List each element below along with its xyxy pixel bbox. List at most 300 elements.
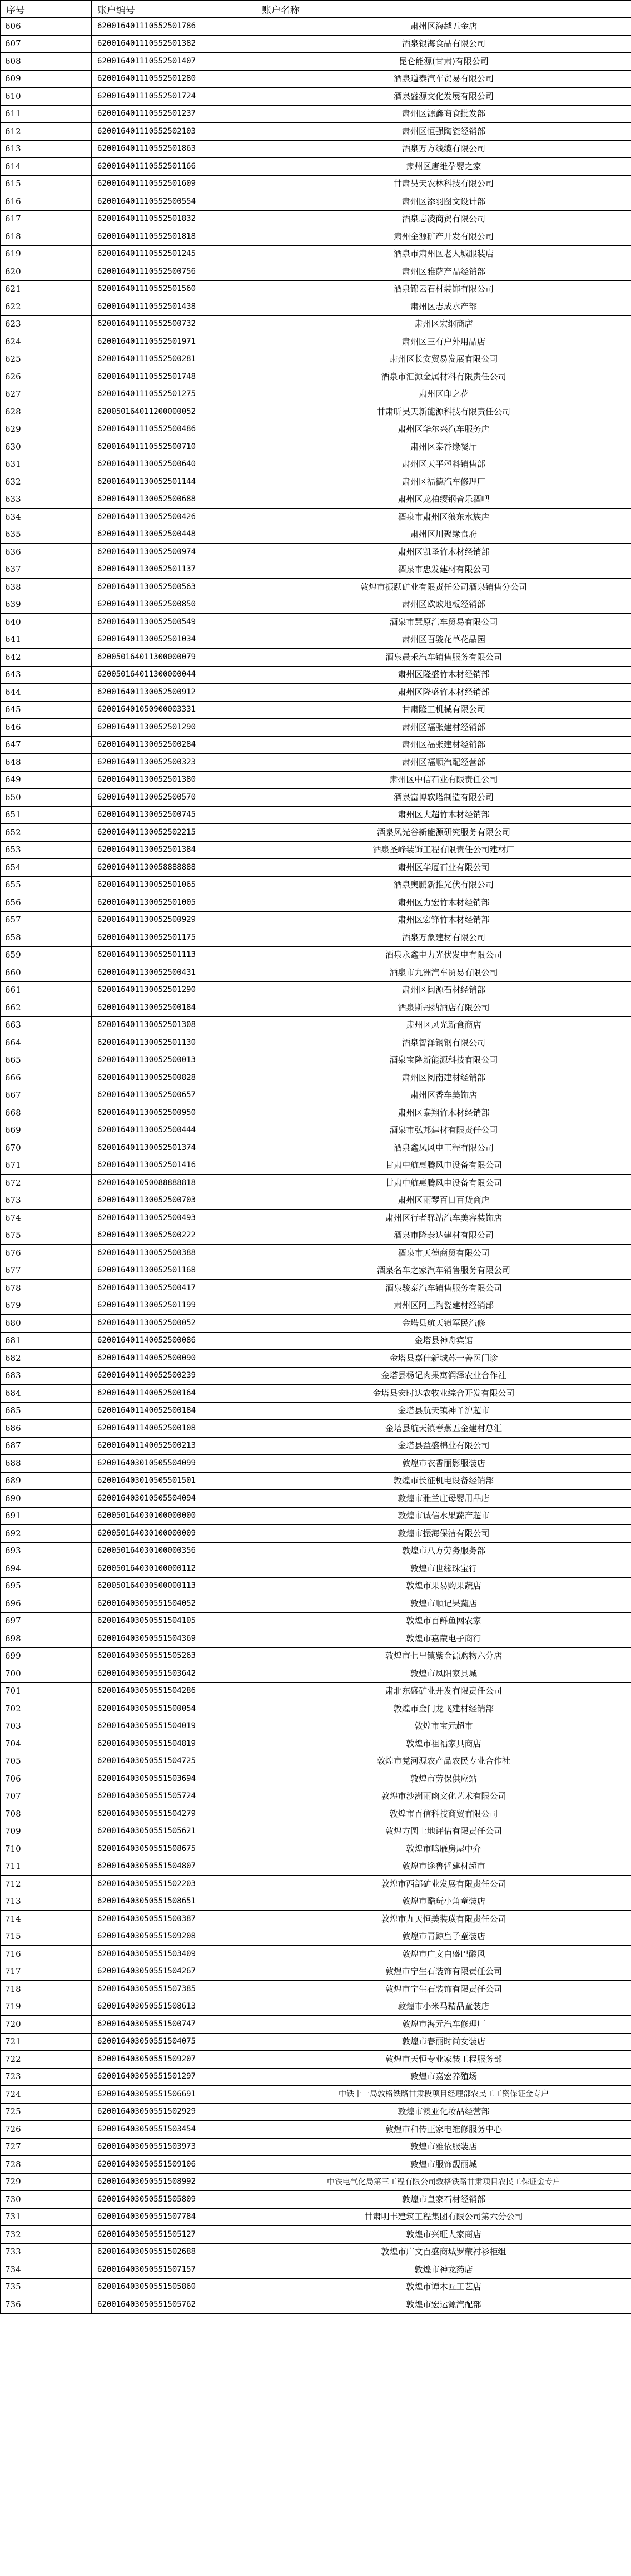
- row-account: 620016401130052501144: [92, 473, 256, 491]
- row-seq: 727: [1, 2138, 92, 2156]
- row-name: 敦煌市雅兰庄母婴用品店: [256, 1490, 631, 1508]
- row-account: 620016403050551501297: [92, 2068, 256, 2086]
- row-account: 620016401110552500732: [92, 315, 256, 333]
- table-row: [1, 1718, 631, 1735]
- row-account: 620016401110552501407: [92, 53, 256, 71]
- table-row: [1, 1840, 631, 1858]
- row-account: 620016403050551504807: [92, 1858, 256, 1876]
- table-row: [1, 473, 631, 491]
- table-row: [1, 1612, 631, 1630]
- row-account: 620016401130052500417: [92, 1280, 256, 1297]
- row-seq: 624: [1, 333, 92, 351]
- table-row: [1, 1210, 631, 1227]
- row-seq: 672: [1, 1175, 92, 1192]
- row-name: 肃州区福德汽车修理厂: [256, 473, 631, 491]
- row-account: 620016401130052500493: [92, 1210, 256, 1227]
- row-account: 620016403050551509208: [92, 1928, 256, 1946]
- row-seq: 697: [1, 1612, 92, 1630]
- row-account: 620016401140052500164: [92, 1385, 256, 1403]
- row-account: 620016403050551508613: [92, 1998, 256, 2016]
- row-account: 620016401110552501280: [92, 70, 256, 88]
- row-name: 敦煌市谭木匠工艺店: [256, 2278, 631, 2296]
- row-seq: 722: [1, 2051, 92, 2069]
- row-name: 肃州区添羽图文设计部: [256, 193, 631, 211]
- row-name: 酒泉市忠发建材有限公司: [256, 561, 631, 579]
- table-row: [1, 2138, 631, 2156]
- row-name: 敦煌市宁生石装饰有限责任公司: [256, 1981, 631, 1998]
- table-row: [1, 841, 631, 859]
- row-account: 620016401110552502103: [92, 123, 256, 141]
- table-body: [1, 18, 631, 2314]
- row-name: 敦煌市诚信水果蔬产超市: [256, 1507, 631, 1525]
- table-row: [1, 2156, 631, 2174]
- row-account: 620016401130052500974: [92, 544, 256, 561]
- row-name: 金塔县杨记肉果寓润泽农业合作社: [256, 1367, 631, 1385]
- row-account: 620016401130052501380: [92, 771, 256, 789]
- table-row: [1, 263, 631, 281]
- table-row: [1, 859, 631, 877]
- row-seq: 629: [1, 421, 92, 438]
- table-row: [1, 298, 631, 316]
- row-seq: 712: [1, 1876, 92, 1893]
- row-name: 甘肃昊天农林科技有限公司: [256, 175, 631, 193]
- row-account: 620016401110552501609: [92, 175, 256, 193]
- table-row: [1, 2296, 631, 2314]
- header-account: 账户编号: [92, 1, 256, 18]
- row-seq: 718: [1, 1981, 92, 1998]
- row-seq: 630: [1, 438, 92, 456]
- table-row: [1, 1034, 631, 1052]
- row-account: 620016401110552501863: [92, 140, 256, 158]
- row-seq: 665: [1, 1052, 92, 1069]
- table-row: [1, 1385, 631, 1403]
- row-seq: 675: [1, 1227, 92, 1245]
- row-seq: 719: [1, 1998, 92, 2016]
- row-seq: 667: [1, 1087, 92, 1104]
- row-account: 620016403050551504286: [92, 1682, 256, 1700]
- row-account: 620016401110552501786: [92, 18, 256, 36]
- row-name: 敦煌方圆土地评估有限责任公司: [256, 1823, 631, 1840]
- row-name: 肃州区海越五金店: [256, 18, 631, 36]
- row-name: 肃州区行者驿站汽车美容装饰店: [256, 1210, 631, 1227]
- row-account: 620016403050551505127: [92, 2226, 256, 2244]
- row-name: 酒泉市肃州区狼东水族店: [256, 509, 631, 526]
- row-seq: 657: [1, 911, 92, 929]
- table-row: [1, 193, 631, 211]
- table-row: [1, 1595, 631, 1613]
- table-row: [1, 1122, 631, 1139]
- row-seq: 655: [1, 876, 92, 894]
- row-name: 敦煌市振跃矿业有限责任公司酒泉销售分公司: [256, 579, 631, 596]
- row-seq: 724: [1, 2086, 92, 2104]
- row-seq: 720: [1, 2016, 92, 2034]
- row-account: 620016403050551506691: [92, 2086, 256, 2104]
- row-seq: 614: [1, 158, 92, 176]
- table-row: [1, 2173, 631, 2191]
- row-seq: 703: [1, 1718, 92, 1735]
- table-row: [1, 579, 631, 596]
- row-account: 620016401110552501275: [92, 386, 256, 403]
- table-row: [1, 228, 631, 246]
- row-account: 620016403010505504094: [92, 1490, 256, 1508]
- row-name: 敦煌市和传正家电维修服务中心: [256, 2121, 631, 2139]
- row-account: 620016401130052500549: [92, 614, 256, 631]
- row-seq: 692: [1, 1525, 92, 1543]
- row-account: 620016401130052500426: [92, 509, 256, 526]
- row-account: 620016401130052500184: [92, 999, 256, 1017]
- row-account: 620016401110552501438: [92, 298, 256, 316]
- row-name: 敦煌市长征机电设备经销部: [256, 1472, 631, 1490]
- table-row: [1, 1069, 631, 1087]
- row-seq: 683: [1, 1367, 92, 1385]
- table-row: [1, 1280, 631, 1297]
- row-account: 620016403050551502929: [92, 2103, 256, 2121]
- row-seq: 688: [1, 1455, 92, 1473]
- row-seq: 635: [1, 526, 92, 544]
- row-account: 620016403050551509207: [92, 2051, 256, 2069]
- table-row: [1, 1245, 631, 1262]
- row-name: 酒泉鑫凤风电工程有限公司: [256, 1139, 631, 1157]
- row-name: 肃州区华尔兴汽车服务店: [256, 421, 631, 438]
- row-name: 肃州区唐维孕婴之家: [256, 158, 631, 176]
- table-row: [1, 1542, 631, 1560]
- row-account: 620016401130052500444: [92, 1122, 256, 1139]
- row-name: 酒泉市弘邦建材有限责任公司: [256, 1122, 631, 1139]
- table-row: [1, 2226, 631, 2244]
- table-row: [1, 981, 631, 999]
- table-row: [1, 2261, 631, 2279]
- row-seq: 662: [1, 999, 92, 1017]
- row-name: 肃州区中信石业有限责任公司: [256, 771, 631, 789]
- row-account: 620016401130052500850: [92, 596, 256, 614]
- row-seq: 653: [1, 841, 92, 859]
- row-account: 620016401140052500213: [92, 1437, 256, 1455]
- row-seq: 694: [1, 1560, 92, 1578]
- row-account: 620016401140052500239: [92, 1367, 256, 1385]
- table-row: [1, 315, 631, 333]
- row-name: 肃州区隆盛竹木材经销部: [256, 684, 631, 702]
- table-row: [1, 1753, 631, 1770]
- table-row: [1, 1472, 631, 1490]
- row-seq: 716: [1, 1946, 92, 1963]
- table-row: [1, 1577, 631, 1595]
- table-row: [1, 2016, 631, 2034]
- row-seq: 656: [1, 894, 92, 912]
- row-account: 620016401130052500222: [92, 1227, 256, 1245]
- table-row: [1, 1350, 631, 1368]
- table-row: [1, 88, 631, 106]
- row-seq: 691: [1, 1507, 92, 1525]
- table-row: [1, 999, 631, 1017]
- row-account: 620016403050551503694: [92, 1770, 256, 1788]
- row-account: 620016401130052500950: [92, 1104, 256, 1122]
- row-account: 620016403050551507385: [92, 1981, 256, 1998]
- row-name: 酒泉智泽钢钢有限公司: [256, 1034, 631, 1052]
- row-account: 620016401130052501034: [92, 631, 256, 649]
- row-seq: 637: [1, 561, 92, 579]
- row-seq: 711: [1, 1858, 92, 1876]
- row-account: 620016403050551504267: [92, 1963, 256, 1981]
- row-seq: 649: [1, 771, 92, 789]
- row-seq: 701: [1, 1682, 92, 1700]
- row-name: 肃州区华厦石业有限公司: [256, 859, 631, 877]
- table-row: [1, 946, 631, 964]
- row-name: 酒泉市九洲汽车贸易有限公司: [256, 964, 631, 982]
- row-seq: 735: [1, 2278, 92, 2296]
- row-account: 620016403010505501501: [92, 1472, 256, 1490]
- row-name: 金塔县神舟宾馆: [256, 1332, 631, 1350]
- table-row: [1, 333, 631, 351]
- row-name: 酒泉市隆泰达建材有限公司: [256, 1227, 631, 1245]
- row-name: 酒泉骏泰汽车销售服务有限公司: [256, 1280, 631, 1297]
- row-name: 肃州区长安贸易发展有限公司: [256, 351, 631, 368]
- row-account: 620016401110552501560: [92, 280, 256, 298]
- row-account: 620016403050551503409: [92, 1946, 256, 1963]
- row-seq: 671: [1, 1157, 92, 1175]
- row-name: 肃州区欧欧地板经销部: [256, 596, 631, 614]
- row-seq: 689: [1, 1472, 92, 1490]
- table-row: [1, 1876, 631, 1893]
- table-row: [1, 1490, 631, 1508]
- row-account: 620016403050551504725: [92, 1753, 256, 1770]
- table-row: [1, 526, 631, 544]
- table-row: [1, 1788, 631, 1805]
- table-row: [1, 2033, 631, 2051]
- table-row: [1, 824, 631, 842]
- row-seq: 673: [1, 1192, 92, 1210]
- row-name: 甘肃明丰建筑工程集团有限公司第六分公司: [256, 2208, 631, 2226]
- row-account: 620016401130052500657: [92, 1087, 256, 1104]
- table-row: [1, 1297, 631, 1315]
- row-seq: 640: [1, 614, 92, 631]
- row-seq: 623: [1, 315, 92, 333]
- table-row: [1, 1367, 631, 1385]
- row-seq: 643: [1, 666, 92, 684]
- row-name: 中铁电气化局第三工程有限公司敦格铁路甘肃项目农民工保证金专户: [256, 2173, 631, 2191]
- row-seq: 607: [1, 35, 92, 53]
- row-seq: 686: [1, 1420, 92, 1438]
- row-name: 中铁十一局敦格铁路甘肃段项目经理部农民工工资保证金专户: [256, 2086, 631, 2104]
- row-account: 620016401110552501237: [92, 105, 256, 123]
- row-seq: 709: [1, 1823, 92, 1840]
- row-name: 酒泉市天德商贸有限公司: [256, 1245, 631, 1262]
- table-row: [1, 1647, 631, 1665]
- table-row: [1, 1016, 631, 1034]
- row-account: 620016401130052501199: [92, 1297, 256, 1315]
- row-account: 620016403050551504075: [92, 2033, 256, 2051]
- row-name: 敦煌市党河源农产品农民专业合作社: [256, 1753, 631, 1770]
- row-seq: 617: [1, 210, 92, 228]
- row-name: 敦煌市雅依服装店: [256, 2138, 631, 2156]
- row-seq: 687: [1, 1437, 92, 1455]
- table-row: [1, 1928, 631, 1946]
- row-seq: 610: [1, 88, 92, 106]
- table-row: [1, 35, 631, 53]
- row-seq: 700: [1, 1665, 92, 1683]
- row-account: 620016401130052501175: [92, 929, 256, 947]
- row-name: 肃州区泰翔竹木材经销部: [256, 1104, 631, 1122]
- row-name: 酒泉万方线缆有限公司: [256, 140, 631, 158]
- row-name: 肃州金源矿产开发有限公司: [256, 228, 631, 246]
- row-seq: 646: [1, 719, 92, 737]
- row-name: 酒泉圣峰装饰工程有限责任公司建材厂: [256, 841, 631, 859]
- row-seq: 636: [1, 544, 92, 561]
- row-account: 620016401130052500912: [92, 684, 256, 702]
- row-seq: 698: [1, 1630, 92, 1648]
- row-account: 620016401050088888818: [92, 1175, 256, 1192]
- table-row: [1, 1139, 631, 1157]
- row-name: 肃州区龙柏缨钢音乐酒吧: [256, 491, 631, 509]
- row-name: 肃州区力宏竹木材经销部: [256, 894, 631, 912]
- table-row: [1, 1192, 631, 1210]
- row-account: 620016401050900003331: [92, 701, 256, 719]
- row-name: 肃州区闽源石材经销部: [256, 981, 631, 999]
- row-seq: 666: [1, 1069, 92, 1087]
- table-row: [1, 2051, 631, 2069]
- row-seq: 652: [1, 824, 92, 842]
- row-seq: 620: [1, 263, 92, 281]
- row-account: 620016401140052500086: [92, 1332, 256, 1350]
- row-seq: 659: [1, 946, 92, 964]
- row-seq: 728: [1, 2156, 92, 2174]
- row-account: 620016403050551504369: [92, 1630, 256, 1648]
- row-seq: 664: [1, 1034, 92, 1052]
- row-seq: 704: [1, 1735, 92, 1753]
- row-name: 敦煌市服饰靓丽城: [256, 2156, 631, 2174]
- row-account: 620016401110552501166: [92, 158, 256, 176]
- table-row: [1, 789, 631, 807]
- table-row: [1, 368, 631, 386]
- row-name: 酒泉志凌商贸有限公司: [256, 210, 631, 228]
- row-account: 620016403050551505263: [92, 1647, 256, 1665]
- row-seq: 648: [1, 754, 92, 772]
- row-name: 酒泉锦云石材装饰有限公司: [256, 280, 631, 298]
- row-name: 酒泉盛源文化发展有限公司: [256, 88, 631, 106]
- row-seq: 638: [1, 579, 92, 596]
- row-account: 620016401130052500570: [92, 789, 256, 807]
- row-account: 620050164030100000000: [92, 1507, 256, 1525]
- table-row: [1, 2103, 631, 2121]
- row-name: 敦煌市西部矿业发展有限责任公司: [256, 1876, 631, 1893]
- header-row: [1, 1, 631, 18]
- row-name: 敦煌市嘉宏养殖场: [256, 2068, 631, 2086]
- row-seq: 619: [1, 245, 92, 263]
- row-seq: 627: [1, 386, 92, 403]
- row-name: 肃州区风光新食商店: [256, 1016, 631, 1034]
- row-name: 敦煌市鸣雁房屋中介: [256, 1840, 631, 1858]
- row-account: 620016401130052501130: [92, 1034, 256, 1052]
- row-account: 620016401130052501113: [92, 946, 256, 964]
- table-row: [1, 2208, 631, 2226]
- row-account: 620016401130052500640: [92, 456, 256, 473]
- row-name: 肃州区雅萨产品经销部: [256, 263, 631, 281]
- row-name: 昆仑能源(甘肃)有限公司: [256, 53, 631, 71]
- header-seq: 序号: [1, 1, 92, 18]
- table-row: [1, 280, 631, 298]
- row-seq: 734: [1, 2261, 92, 2279]
- row-name: 甘肃昕昊天新能源科技有限责任公司: [256, 403, 631, 421]
- row-account: 620016401130052502215: [92, 824, 256, 842]
- row-name: 肃州区志成水产部: [256, 298, 631, 316]
- row-account: 620016401130052500388: [92, 1245, 256, 1262]
- row-seq: 650: [1, 789, 92, 807]
- table-row: [1, 876, 631, 894]
- table-row: [1, 1770, 631, 1788]
- row-seq: 679: [1, 1297, 92, 1315]
- row-account: 620016403050551500054: [92, 1700, 256, 1718]
- row-name: 敦煌市皇家石材经销部: [256, 2191, 631, 2209]
- row-seq: 690: [1, 1490, 92, 1508]
- table-row: [1, 105, 631, 123]
- row-name: 肃州区源鑫商食批发部: [256, 105, 631, 123]
- row-name: 敦煌市七里镇紫金源购物六分店: [256, 1647, 631, 1665]
- table-row: [1, 1560, 631, 1578]
- row-name: 金塔县益盛棉业有限公司: [256, 1437, 631, 1455]
- table-row: [1, 631, 631, 649]
- row-account: 620050164030500000113: [92, 1577, 256, 1595]
- table-row: [1, 1893, 631, 1911]
- table-row: [1, 666, 631, 684]
- row-seq: 658: [1, 929, 92, 947]
- row-seq: 622: [1, 298, 92, 316]
- table-row: [1, 2278, 631, 2296]
- row-name: 敦煌市宁生石装饰有限责任公司: [256, 1963, 631, 1981]
- row-account: 620016403050551500747: [92, 2016, 256, 2034]
- table-row: [1, 210, 631, 228]
- row-name: 敦煌市衣香丽影服装店: [256, 1455, 631, 1473]
- row-seq: 736: [1, 2296, 92, 2314]
- row-seq: 609: [1, 70, 92, 88]
- table-row: [1, 911, 631, 929]
- row-name: 肃州区泰香缘餐厅: [256, 438, 631, 456]
- row-name: 肃州区隆盛竹木材经销部: [256, 666, 631, 684]
- row-seq: 684: [1, 1385, 92, 1403]
- table-row: [1, 351, 631, 368]
- table-row: [1, 2243, 631, 2261]
- table-row: [1, 1332, 631, 1350]
- row-account: 620016403050551508992: [92, 2173, 256, 2191]
- row-seq: 660: [1, 964, 92, 982]
- row-name: 酒泉市肃州区老人城服装店: [256, 245, 631, 263]
- row-account: 620016403050551508675: [92, 1840, 256, 1858]
- row-name: 酒泉市慧原汽车贸易有限公司: [256, 614, 631, 631]
- table-row: [1, 491, 631, 509]
- table-row: [1, 140, 631, 158]
- table-row: [1, 1665, 631, 1683]
- table-row: [1, 2068, 631, 2086]
- row-name: 肃州区大超竹木材经销部: [256, 806, 631, 824]
- row-account: 620016403050551504052: [92, 1595, 256, 1613]
- table-row: [1, 1315, 631, 1333]
- table-row: [1, 544, 631, 561]
- table-row: [1, 2086, 631, 2104]
- row-account: 620016401130052501290: [92, 719, 256, 737]
- row-seq: 721: [1, 2033, 92, 2051]
- row-seq: 641: [1, 631, 92, 649]
- row-name: 敦煌市顺记果蔬店: [256, 1595, 631, 1613]
- table-row: [1, 701, 631, 719]
- row-seq: 723: [1, 2068, 92, 2086]
- row-account: 620016401110552501971: [92, 333, 256, 351]
- row-name: 酒泉风光谷新能源研究服务有限公司: [256, 824, 631, 842]
- row-seq: 706: [1, 1770, 92, 1788]
- row-seq: 670: [1, 1139, 92, 1157]
- header-name: 账户名称: [256, 1, 631, 18]
- row-name: 金塔县航天镇神丫沪超市: [256, 1402, 631, 1420]
- table-row: [1, 719, 631, 737]
- row-account: 620016401130052501416: [92, 1157, 256, 1175]
- row-account: 620050164011200000052: [92, 403, 256, 421]
